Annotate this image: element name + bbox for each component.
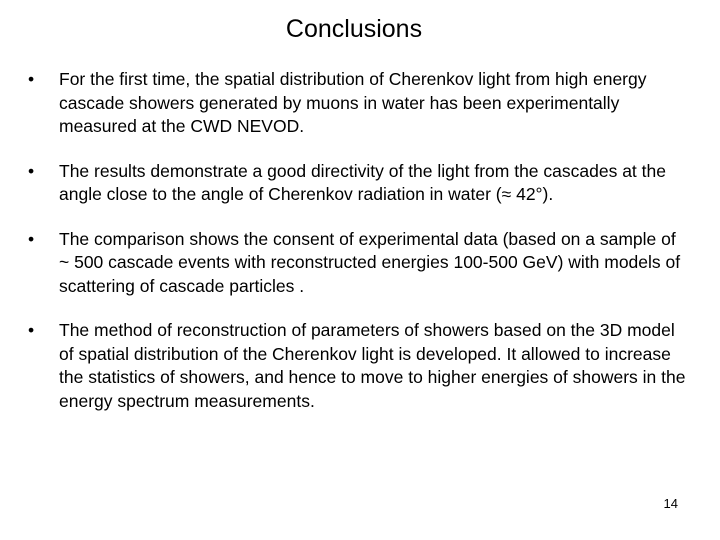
bullet-item	[28, 319, 688, 413]
bullet-text: The comparison shows the consent of experimental data (based on a sample of ~ 500 cascade events with reconstructed energies 100-500 GeV) with models of scattering of cascade particles .	[59, 228, 681, 296]
bullet-item	[28, 228, 688, 299]
bullet-item	[28, 68, 688, 139]
bullet-text: The results demonstrate a good directivity of the light from the cascades at the angle close to the angle of Cherenkov radiation in water (≈ 42°).	[59, 160, 666, 204]
bullet-text: For the first time, the spatial distribution of Cherenkov light from high energy cascade showers generated by muons in water has been experimentally measured at the CWD NEVOD.	[59, 69, 647, 136]
bullet-item	[28, 160, 688, 207]
bullet-list	[28, 68, 688, 413]
bullet-marker: •	[28, 69, 35, 89]
slide-number: 14	[663, 496, 678, 511]
slide-title: Conclusions	[285, 15, 423, 43]
bullet-marker: •	[28, 228, 35, 249]
bullet-marker: •	[28, 160, 35, 181]
bullet-marker: •	[28, 320, 35, 340]
bullet-text: The method of reconstruction of parameters of showers based on the 3D model of spatial distribution of the Cherenkov light is developed. It allowed to increase the statistics of showers, and hence to move to higher energies of showers in the energy spectrum measurements.	[59, 320, 686, 411]
